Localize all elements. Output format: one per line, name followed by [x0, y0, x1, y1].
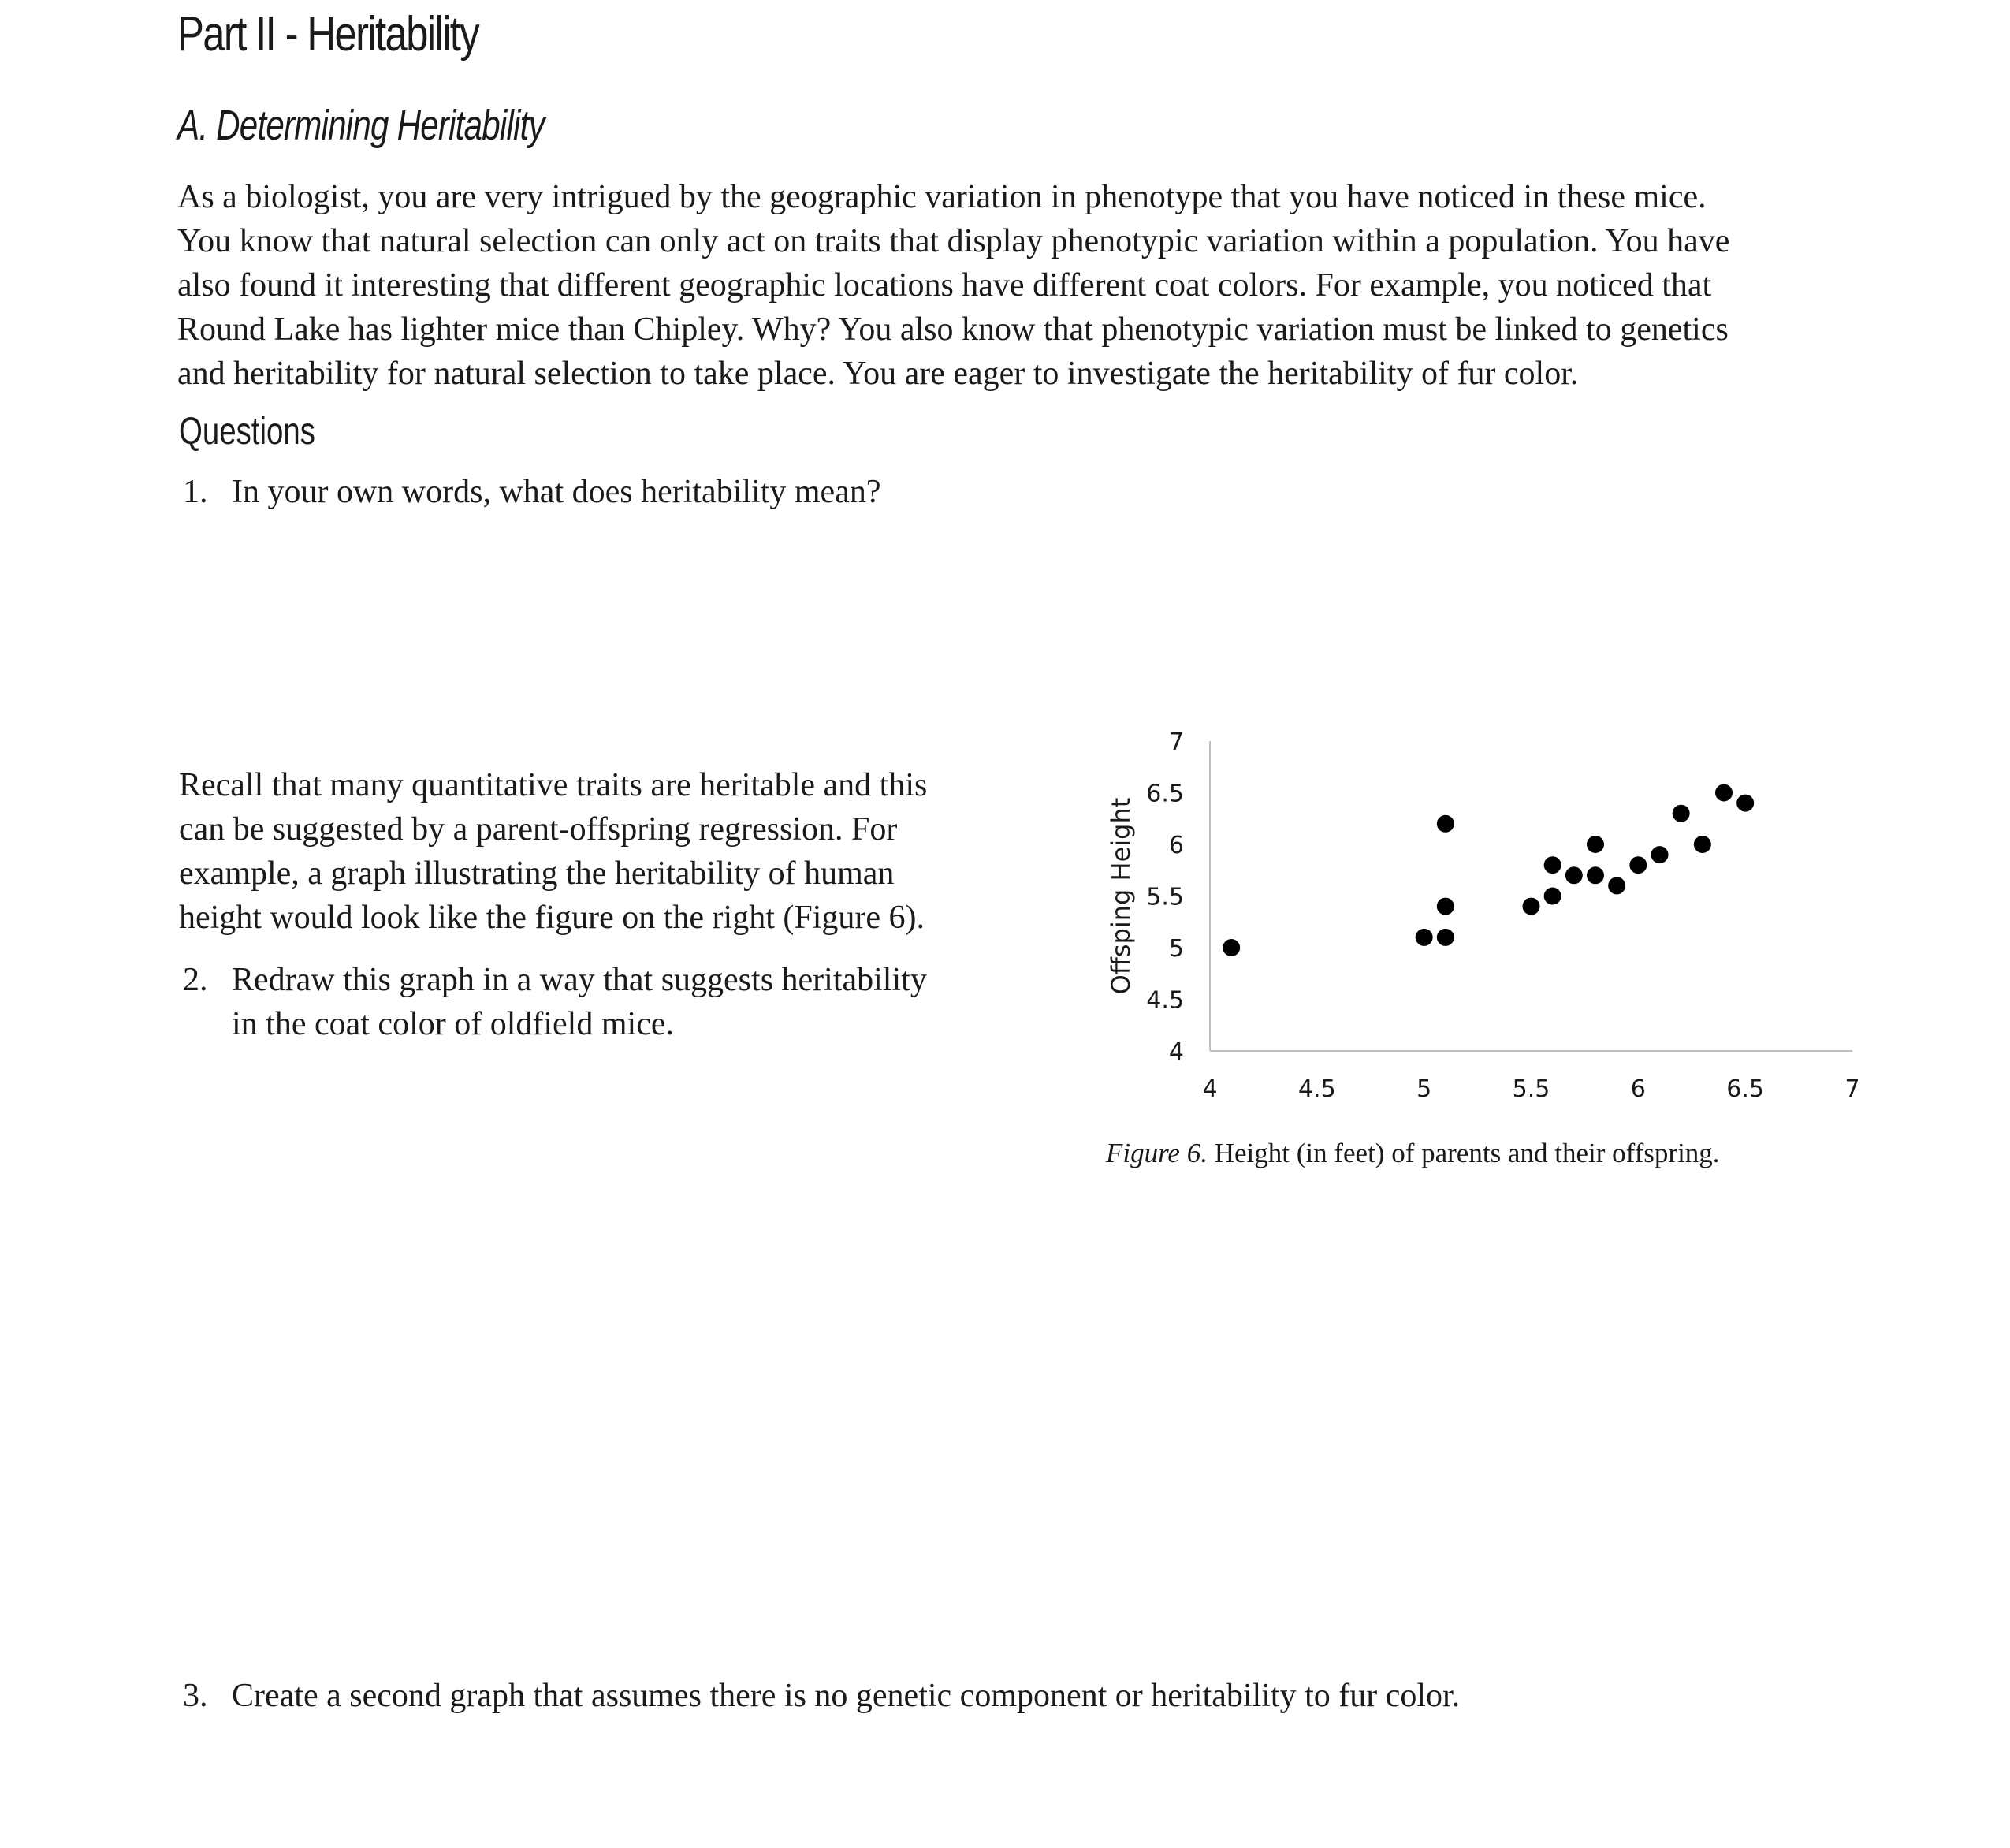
question-text: In your own words, what does heritability mean?: [232, 474, 881, 510]
x-tick-label: 4.5: [1297, 1075, 1336, 1103]
questions-heading: Questions: [179, 411, 315, 453]
recall-line: Recall that many quantitative traits are heritable and this: [179, 767, 928, 803]
question-number: 3.: [183, 1678, 208, 1714]
data-point: [1523, 898, 1540, 915]
x-tick-label: 6.5: [1726, 1075, 1765, 1103]
y-tick-label: 6.5: [1146, 780, 1184, 808]
data-point: [1651, 846, 1669, 863]
y-axis-label: Offsping Height: [1106, 797, 1136, 995]
part-title: Part II - Heritability: [177, 7, 479, 61]
question-number: 1.: [183, 474, 208, 510]
data-point: [1694, 836, 1711, 853]
question-text: Redraw this graph in a way that suggests heritability: [232, 962, 927, 998]
data-point: [1629, 856, 1647, 874]
y-tick-label: 4: [1168, 1038, 1184, 1066]
data-point: [1565, 866, 1583, 884]
intro-line: As a biologist, you are very intrigued by the geographic variation in phenotype that you have noticed in these mice.: [177, 179, 1707, 215]
figure-label: Figure 6.: [1106, 1138, 1208, 1168]
axes: [1210, 741, 1852, 1051]
y-tick-label: 5.5: [1146, 883, 1184, 911]
x-tick-label: 4: [1202, 1075, 1218, 1103]
section-title: A. Determining Heritability: [177, 102, 545, 149]
data-point: [1673, 805, 1690, 822]
intro-line: Round Lake has lighter mice than Chipley. Why? You also know that phenotypic variation must be linked to genetics: [177, 311, 1729, 348]
x-tick-label: 6: [1630, 1075, 1646, 1103]
data-point: [1437, 929, 1454, 946]
figure-caption-text: Height (in feet) of parents and their offspring.: [1207, 1138, 1720, 1168]
recall-line: can be suggested by a parent-offspring regression. For: [179, 811, 898, 848]
y-tick-label: 4.5: [1146, 986, 1184, 1015]
data-point: [1416, 929, 1433, 946]
x-tick-labels: [1202, 1075, 1859, 1103]
data-point: [1608, 877, 1625, 894]
scatter-plot: [1100, 702, 1888, 1127]
recall-line: height would look like the figure on the right (Figure 6).: [179, 900, 925, 936]
data-point: [1587, 866, 1604, 884]
data-point: [1437, 815, 1454, 833]
data-points: [1223, 784, 1754, 957]
question-3: [183, 1674, 1460, 1718]
x-tick-label: 5: [1416, 1075, 1432, 1103]
data-point: [1544, 888, 1561, 905]
y-tick-label: 6: [1168, 832, 1184, 859]
data-point: [1587, 836, 1604, 853]
data-point: [1715, 784, 1733, 802]
intro-paragraph: [177, 175, 1841, 396]
intro-line: and heritability for natural selection to take place. You are eager to investigate the heritability of fur color.: [177, 356, 1579, 392]
question-1: [183, 470, 880, 514]
question-text: Create a second graph that assumes there is no genetic component or heritability to fur color.: [232, 1678, 1461, 1714]
y-tick-label: 7: [1168, 728, 1184, 756]
figure-caption: [1106, 1138, 1720, 1169]
intro-line: You know that natural selection can only act on traits that display phenotypic variation within a population. You have: [177, 223, 1730, 259]
intro-line: also found it interesting that different geographic locations have different coat colors. For example, you noticed that: [177, 267, 1712, 304]
data-point: [1223, 939, 1240, 956]
recall-line: example, a graph illustrating the heritability of human: [179, 855, 895, 892]
y-tick-labels: [1146, 728, 1184, 1066]
y-tick-label: 5: [1168, 935, 1184, 963]
data-point: [1544, 856, 1561, 874]
x-tick-label: 7: [1844, 1075, 1860, 1103]
question-text-continued: in the coat color of oldfield mice.: [232, 1006, 674, 1042]
x-tick-label: 5.5: [1512, 1075, 1550, 1103]
data-point: [1437, 898, 1454, 915]
data-point: [1736, 795, 1754, 812]
recall-paragraph: [179, 763, 927, 940]
figure-6-scatter-chart: [1100, 702, 1888, 1127]
question-2: [183, 958, 927, 1046]
question-number: 2.: [183, 962, 208, 998]
